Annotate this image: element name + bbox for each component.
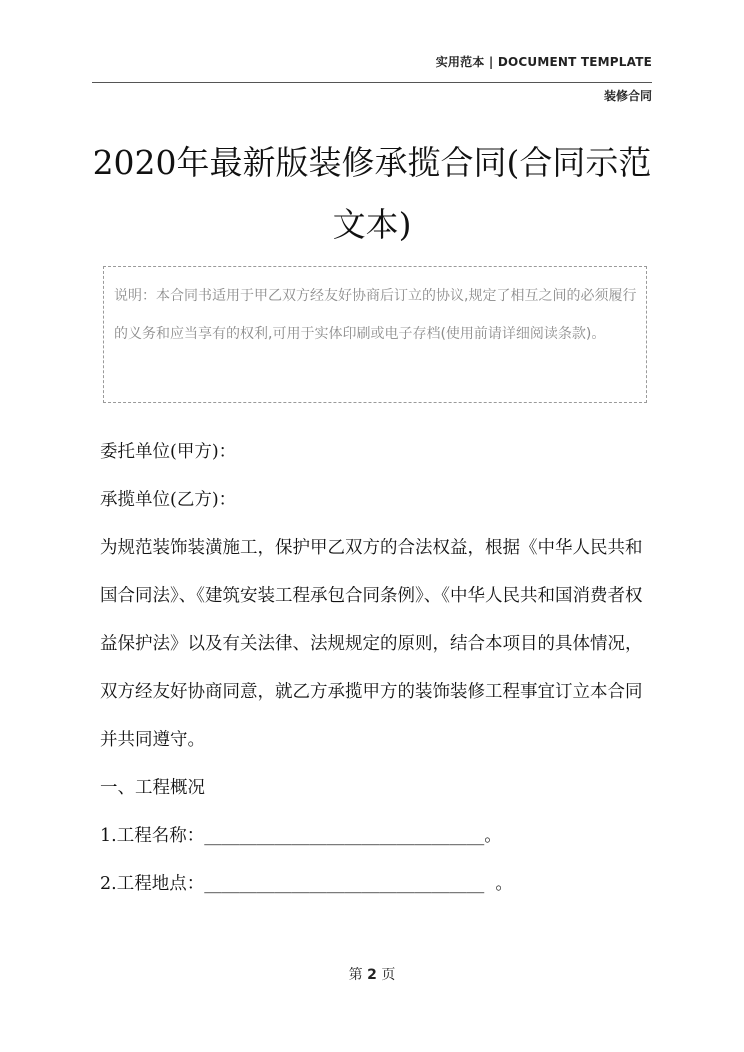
section-heading-overview: 一、工程概况 [100,778,205,798]
party-b-line: 承揽单位(乙方)： [100,490,237,510]
party-a-line: 委托单位(甲方)： [100,442,237,462]
contract-body [100,428,656,908]
header-template-label: 实用范本 | DOCUMENT TEMPLATE [435,55,652,69]
project-location-field: 2.工程地点：________________________________ 。 [100,874,513,894]
header-divider [92,82,652,83]
document-title: 2020年最新版装修承揽合同(合同示范文本) [92,143,652,244]
usage-note-text: 说明：本合同书适用于甲乙双方经友好协商后订立的协议,规定了相互之间的必须履行的义务和应当享有的权利,可用于实体印刷或电子存档(使用前请详细阅读条款)。 [114,288,637,342]
footer-suffix: 页 [381,967,396,983]
project-name-field: 1.工程名称：________________________________。 [100,826,502,846]
header-document-type: 装修合同 [603,89,652,103]
usage-note-box [103,266,647,403]
page-number: 2 [367,967,377,983]
intro-paragraph: 为规范装饰装潢施工，保护甲乙双方的合法权益，根据《中华人民共和国合同法》、《建筑安装工程承包合同条例》、《中华人民共和国消费者权益保护法》以及有关法律、法规规定的原则，结合本项目的具体情况，双方经友好协商同意，就乙方承揽甲方的装饰装修工程事宜订立本合同并共同遵守。 [100,538,643,750]
page-footer [0,964,744,984]
footer-prefix: 第 [348,967,363,983]
